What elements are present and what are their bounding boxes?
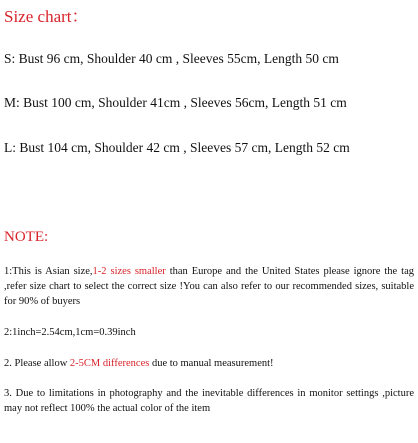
note-title: NOTE: xyxy=(4,229,49,245)
size-l-line: L: Bust 104 cm, Shoulder 42 cm , Sleeves 57 cm, Length 52 cm xyxy=(4,140,350,155)
size-s-line: S: Bust 96 cm, Shoulder 40 cm , Sleeves 55cm, Length 50 cm xyxy=(4,51,339,66)
size-m-line: M: Bust 100 cm, Shoulder 41cm , Sleeves 56cm, Length 51 cm xyxy=(4,95,347,110)
note-unit-conversion: 2:1inch=2.54cm,1cm=0.39inch xyxy=(4,327,136,338)
note-measurement-highlight: 2-5CM differences xyxy=(69,358,150,369)
note-asian-size-text-start: 1:This is Asian size, xyxy=(4,266,93,277)
note-measurement-difference xyxy=(4,356,414,371)
note-measurement-text-end: due to manual measurement! xyxy=(149,358,274,369)
size-chart-title: Size chart： xyxy=(4,7,89,26)
note-asian-size xyxy=(4,264,414,309)
note-color-disclaimer: 3. Due to limitations in photography and the inevitable differences in monitor settings ,picture may not reflect 100% the actual color of the item xyxy=(4,388,414,414)
note-measurement-text-start: 2. Please allow xyxy=(4,358,70,369)
note-asian-size-highlight: 1-2 sizes smaller xyxy=(92,266,166,277)
note-asian-size-text-end: than Europe and the United States please ignore the tag ,refer size chart to select the correct size !You can also refer to our recommended sizes, suitable for 90% of buyers xyxy=(4,266,414,307)
